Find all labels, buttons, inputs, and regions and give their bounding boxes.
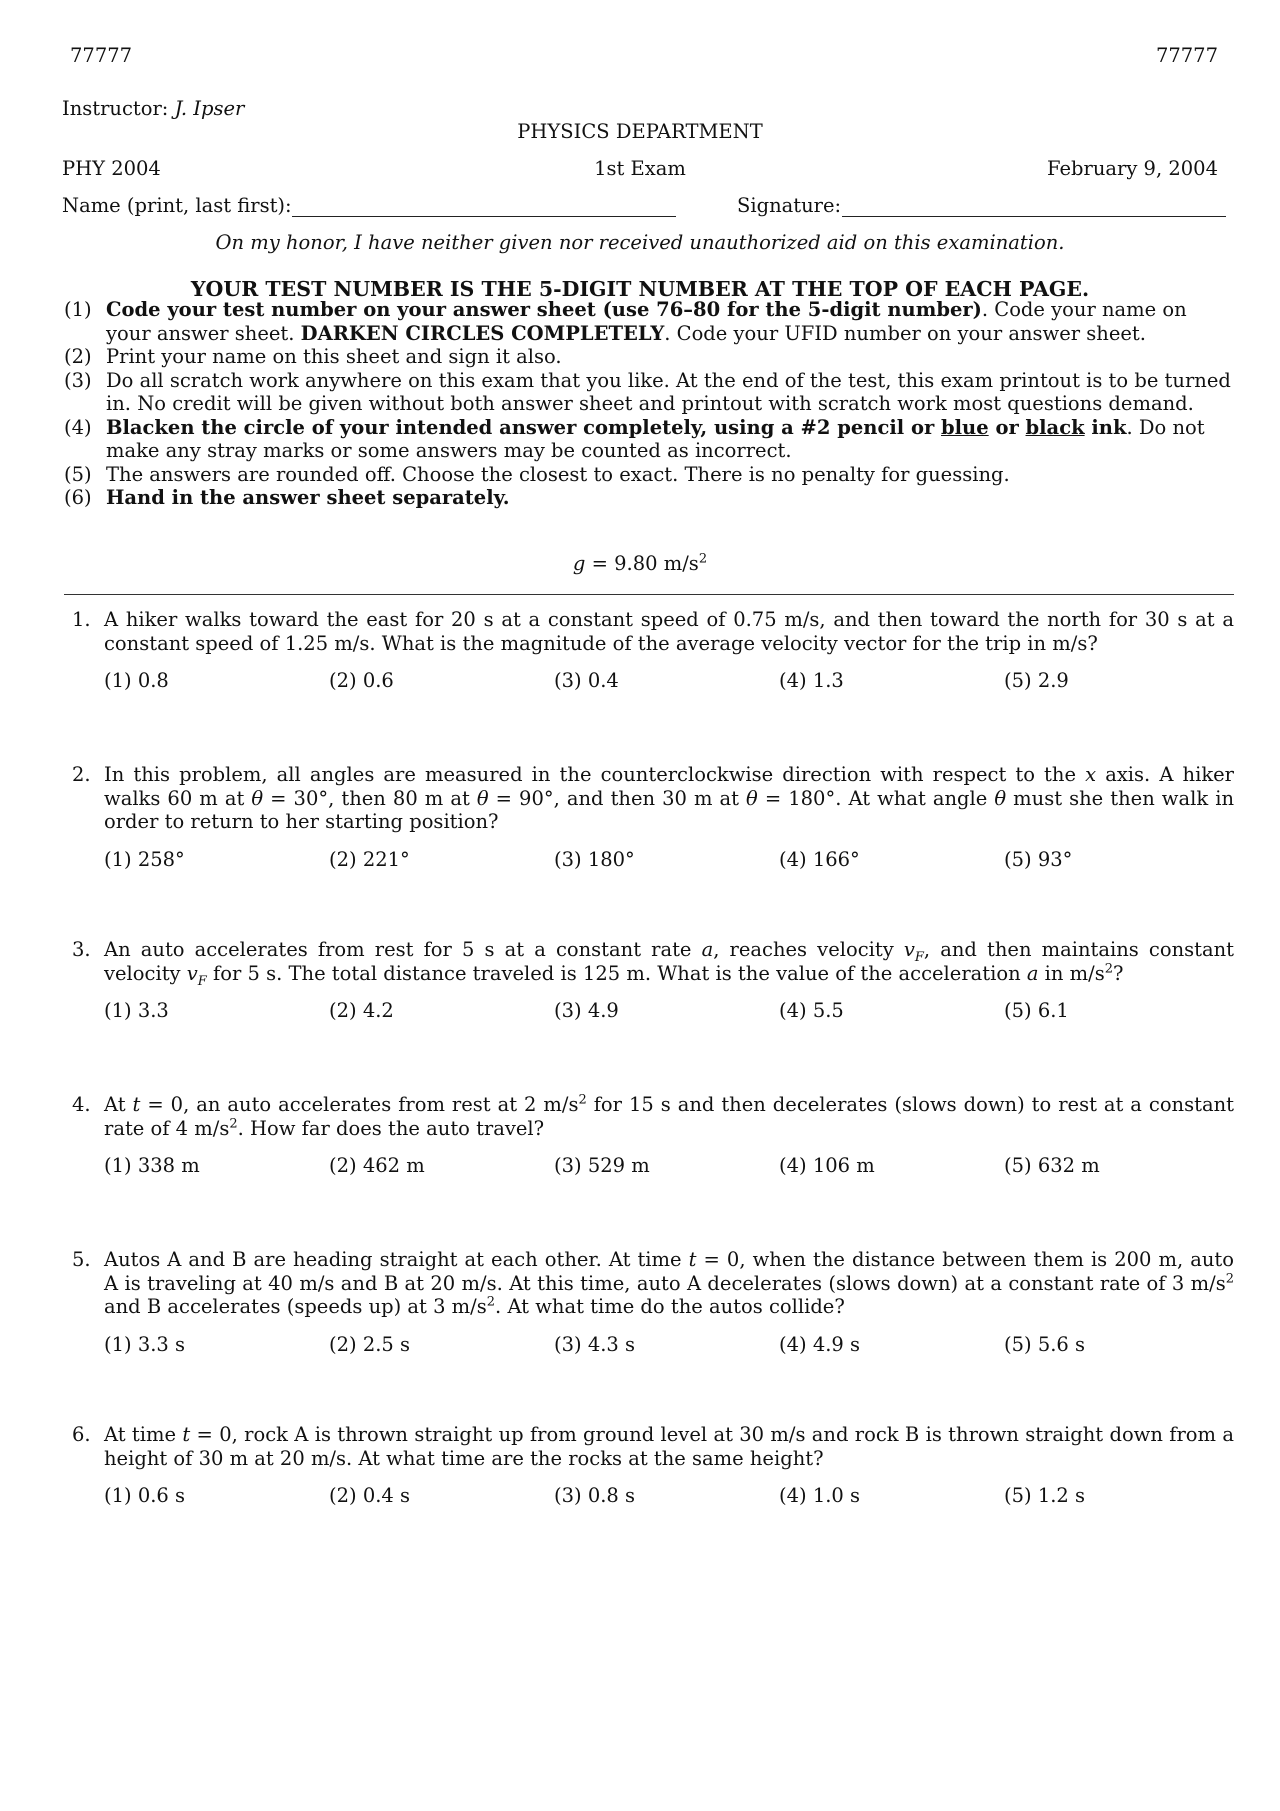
honor-statement: On my honor, I have neither given nor received unauthorized aid on this examination. xyxy=(215,231,1065,254)
answer-choice-1: (1) 0.6 s xyxy=(104,1484,186,1507)
question-text: A hiker walks toward the east for 20 s at a constant speed of 0.75 m/s, and then toward the north for 30 s at a constant speed of 1.25 m/s. What is the magnitude of the average velocity vector for the trip in m/s? xyxy=(104,608,1234,655)
answer-choice-3: (3) 0.4 xyxy=(554,669,619,692)
answer-choice-3: (3) 4.3 s xyxy=(554,1332,636,1356)
answer-choice-2: (2) 0.4 s xyxy=(329,1484,411,1507)
instruction-item xyxy=(64,345,1234,369)
instruction-number: (2) xyxy=(64,345,92,368)
answer-choice-3: (3) 4.9 xyxy=(554,999,619,1022)
instruction-text: Blacken the circle of your intended answer completely, using a #2 pencil or blue or black ink. Do not make any stray marks or some answers may be counted as incorrect. xyxy=(106,415,1205,462)
instruction-number: (4) xyxy=(64,415,92,439)
instruction-text: Code your test number on your answer sheet (use 76–80 for the 5-digit number). Code your name on your answer sheet. DARKEN CIRCLES COMPLETELY. Code your UFID number on your answer sheet. xyxy=(106,298,1187,345)
question-text: At time t = 0, rock A is thrown straight up from ground level at 30 m/s and rock B is thrown straight down from a height of 30 m at 20 m/s. At what time are the rocks at the same height? xyxy=(104,1423,1234,1470)
answer-choice-2: (2) 462 m xyxy=(329,1154,425,1177)
answer-choice-4: (4) 4.9 s xyxy=(779,1332,861,1356)
question-2 xyxy=(72,763,1234,874)
question-5 xyxy=(72,1248,1234,1359)
answer-choices xyxy=(72,1484,1234,1510)
answer-choice-1: (1) 258° xyxy=(104,847,185,871)
answer-choice-1: (1) 3.3 s xyxy=(104,1332,186,1356)
answer-choice-1: (1) 3.3 xyxy=(104,999,169,1022)
instruction-number: (5) xyxy=(64,462,92,486)
answer-choice-2: (2) 2.5 s xyxy=(329,1332,411,1356)
question-text: Autos A and B are heading straight at each other. At time t = 0, when the distance between them is 200 m, auto A is traveling at 40 m/s and B at 20 m/s. At this time, auto A decelerates (slows down) at a constant rate of 3 $m/s^2$ and B accelerates (speeds up) at 3 $m/s^2$. At what time do the autos collide? xyxy=(104,1248,1235,1318)
answer-choice-3: (3) 529 m xyxy=(554,1154,650,1177)
answer-choice-3: (3) 0.8 s xyxy=(554,1484,636,1507)
instruction-item xyxy=(64,463,1234,487)
section-divider xyxy=(64,594,1234,595)
question-number: 3. xyxy=(72,938,91,961)
answer-choice-4: (4) 106 m xyxy=(779,1154,875,1177)
answer-choice-1: (1) 0.8 xyxy=(104,669,169,692)
question-3 xyxy=(72,938,1234,1025)
test-number-right: 77777 xyxy=(1155,44,1218,67)
instruction-text: Print your name on this sheet and sign it also. xyxy=(106,345,562,368)
question-text: An auto accelerates from rest for 5 s at a constant rate a, reaches velocity $v_F$, and then maintains constant velocity $v_F$ for 5 s. The total distance traveled is 125 m. What is the value of the acceleration a in $m/s^2$? xyxy=(104,938,1234,989)
question-text: In this problem, all angles are measured in the counterclockwise direction with respect to the x axis. A hiker walks 60 m at θ = 30°, then 80 m at θ = 90°, and then 30 m at θ = 180°. At what angle θ must she then walk in order to return to her starting position? xyxy=(104,763,1235,833)
answer-choice-5: (5) 1.2 s xyxy=(1004,1484,1086,1507)
signature-field xyxy=(842,216,1226,217)
answer-choices xyxy=(72,669,1234,695)
question-number: 6. xyxy=(72,1423,91,1446)
answer-choice-4: (4) 5.5 xyxy=(779,999,844,1022)
instruction-item xyxy=(64,369,1234,416)
test-number-notice: YOUR TEST NUMBER IS THE 5-DIGIT NUMBER AT THE TOP OF EACH PAGE. xyxy=(190,277,1090,301)
instruction-text: The answers are rounded off. Choose the closest to exact. There is no penalty for guessing. xyxy=(106,462,1010,486)
question-number: 1. xyxy=(72,608,91,631)
instruction-item xyxy=(64,298,1234,345)
question-1 xyxy=(72,608,1234,695)
question-4 xyxy=(72,1093,1234,1180)
answer-choice-1: (1) 338 m xyxy=(104,1154,200,1177)
test-number-left: 77777 xyxy=(70,44,133,67)
answer-choice-3: (3) 180° xyxy=(554,847,635,871)
instructor-name: J. Ipser xyxy=(174,97,245,120)
instruction-number: (3) xyxy=(64,368,92,392)
instruction-text: Do all scratch work anywhere on this exam that you like. At the end of the test, this exam printout is to be turned in. No credit will be given without both answer sheet and printout with scratch work most questions demand. xyxy=(106,368,1231,415)
exam-title: 1st Exam xyxy=(594,157,686,180)
question-number: 2. xyxy=(72,763,91,786)
course-code: PHY 2004 xyxy=(62,157,161,180)
answer-choice-5: (5) 2.9 xyxy=(1004,669,1069,692)
answer-choices xyxy=(72,1333,1234,1359)
instructions-list xyxy=(64,298,1234,510)
instruction-text: Hand in the answer sheet separately. xyxy=(106,486,510,509)
answer-choices xyxy=(72,848,1234,874)
name-label: Name (print, last first): xyxy=(62,194,292,217)
answer-choice-5: (5) 93° xyxy=(1004,847,1073,871)
exam-date: February 9, 2004 xyxy=(1047,157,1218,180)
signature-label: Signature: xyxy=(737,194,842,217)
gravity-constant xyxy=(0,552,1280,575)
gravity-value: = 9.80 m/s xyxy=(585,552,699,575)
answer-choice-5: (5) 632 m xyxy=(1004,1154,1100,1177)
answer-choice-4: (4) 1.0 s xyxy=(779,1484,861,1507)
gravity-exponent: 2 xyxy=(698,551,708,567)
answer-choice-5: (5) 5.6 s xyxy=(1004,1332,1086,1356)
question-number: 4. xyxy=(72,1093,91,1116)
instructor-line xyxy=(62,97,244,120)
department-title: PHYSICS DEPARTMENT xyxy=(517,120,763,143)
instruction-item xyxy=(64,416,1234,463)
answer-choice-2: (2) 4.2 xyxy=(329,999,394,1022)
answer-choices xyxy=(72,1154,1234,1180)
instruction-item xyxy=(64,486,1234,510)
answer-choice-4: (4) 166° xyxy=(779,847,860,871)
answer-choices xyxy=(72,999,1234,1025)
name-field xyxy=(292,216,676,217)
question-text: At t = 0, an auto accelerates from rest at 2 $m/s^2$ for 15 s and then decelerates (slows down) to rest at a constant rate of 4 $m/s^2$. How far does the auto travel? xyxy=(104,1092,1234,1140)
answer-choice-2: (2) 0.6 xyxy=(329,669,394,692)
gravity-symbol: g xyxy=(572,552,586,575)
instruction-number: (6) xyxy=(64,486,92,509)
question-number: 5. xyxy=(72,1248,91,1271)
answer-choice-2: (2) 221° xyxy=(329,847,410,871)
question-6 xyxy=(72,1423,1234,1510)
instruction-number: (1) xyxy=(64,298,92,321)
answer-choice-4: (4) 1.3 xyxy=(779,669,844,692)
answer-choice-5: (5) 6.1 xyxy=(1004,999,1069,1022)
instructor-label: Instructor: xyxy=(62,97,169,120)
